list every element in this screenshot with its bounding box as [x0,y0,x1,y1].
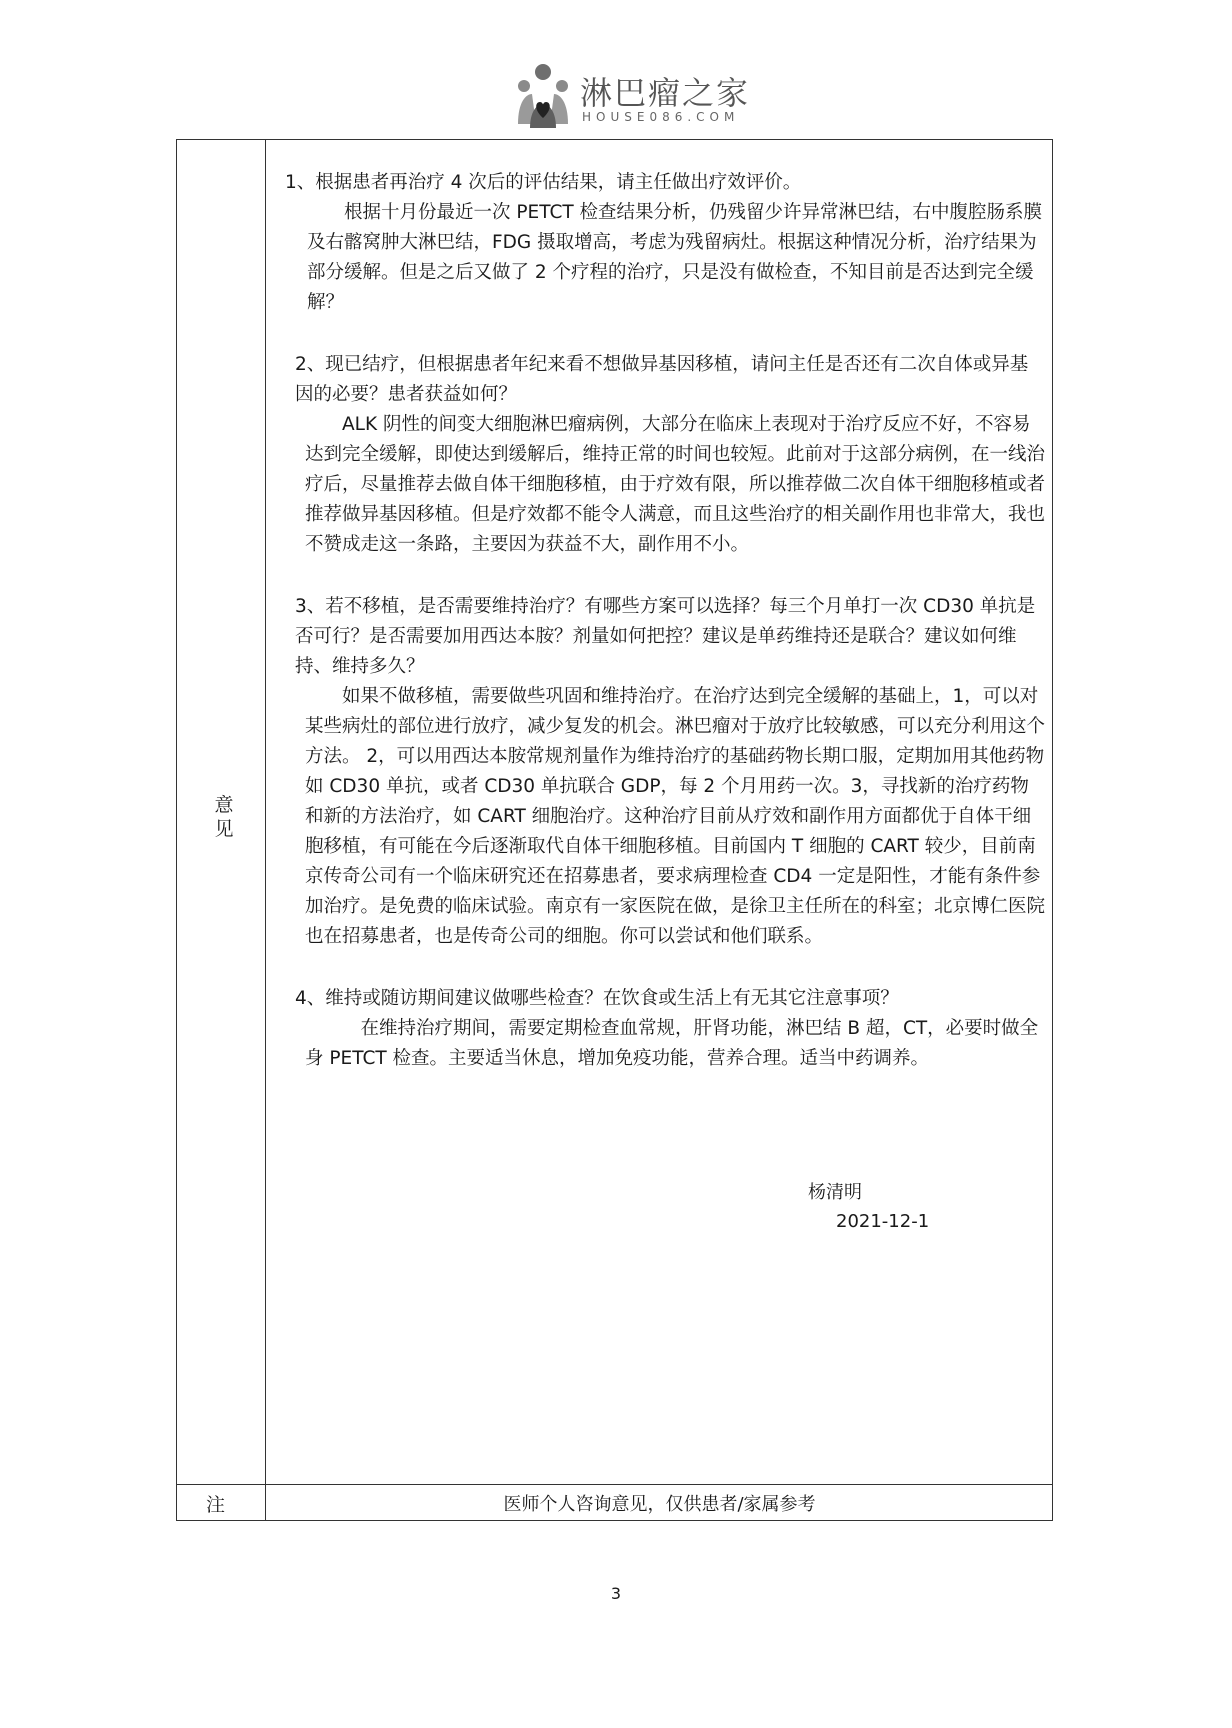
page-number: 3 [610,1584,622,1603]
logo-subtitle: HOUSE086.COM [582,110,740,124]
site-logo [512,62,752,132]
table-column-divider [265,139,266,1521]
answer-2: ALK 阴性的间变大细胞淋巴瘤病例，大部分在临床上表现对于治疗反应不好，不容易达到完全缓解，即使达到缓解后，维持正常的时间也较短。此前对于这部分病例，在一线治疗后，尽量推荐去做自体干细胞移植，由于疗效有限，所以推荐做二次自体干细胞移植或者推荐做异基因移植。但是疗效都不能令人满意，而且这些治疗的相关副作用也非常大，我也不赞成走这一条路，主要因为获益不大，副作用不小。 [305,414,1046,555]
signature-date: 2021-12-1 [836,1211,930,1232]
logo-title: 淋巴瘤之家 [580,74,751,112]
logo-family-icon [512,62,574,130]
question-1: 1、根据患者再治疗 4 次后的评估结果，请主任做出疗效评价。 [285,172,802,193]
opinion-label [212,793,236,841]
opinion-label-text: 意 见 [214,794,234,840]
table-row-divider [176,1484,1053,1485]
signature-name: 杨清明 [808,1182,862,1203]
answer-3: 如果不做移植，需要做些巩固和维持治疗。在治疗达到完全缓解的基础上，1，可以对某些病灶的部位进行放疗，减少复发的机会。淋巴瘤对于放疗比较敏感，可以充分利用这个方法。 2，可以用西达本胺常规剂量作为维持治疗的基础药物长期口服，定期加用其他药物如 CD30 单抗，或者 CD30 单抗联合 GDP，每 2 个月用药一次。3，寻找新的治疗药物和新的方法治疗，如 CART 细胞治疗。这种治疗目前从疗效和副作用方面都优于自体干细胞移植，有可能在今后逐渐取代自体干细胞移植。目前国内 T 细胞的 CART 较少，目前南京传奇公司有一个临床研究还在招募患者，要求病理检查 CD4 一定是阳性，才能有条件参加治疗。是免费的临床试验。南京有一家医院在做，是徐卫主任所在的科室；北京博仁医院也在招募患者，也是传奇公司的细胞。你可以尝试和他们联系。 [305,686,1046,947]
answer-4: 在维持治疗期间，需要定期检查血常规，肝肾功能，淋巴结 B 超，CT，必要时做全身 PETCT 检查。主要适当休息，增加免疫功能，营养合理。适当中药调养。 [305,1018,1039,1069]
opinion-content [285,168,1045,1074]
answer-1: 根据十月份最近一次 PETCT 检查结果分析，仍残留少许异常淋巴结，右中腹腔肠系膜及右髂窝肿大淋巴结，FDG 摄取增高，考虑为残留病灶。根据这种情况分析，治疗结果为部分缓解。但是之后又做了 2 个疗程的治疗，只是没有做检查，不知目前是否达到完全缓解？ [307,202,1043,313]
question-3: 3、若不移植，是否需要维持治疗？有哪些方案可以选择？每三个月单打一次 CD30 单抗是否可行？是否需要加用西达本胺？剂量如何把控？建议是单药维持还是联合？建议如何维持、维持多久？ [295,596,1036,677]
question-2: 2、现已结疗，但根据患者年纪来看不想做异基因移植，请问主任是否还有二次自体或异基因的必要？患者获益如何？ [295,354,1029,405]
note-label: 注 [206,1494,226,1516]
question-4: 4、维持或随访期间建议做哪些检查？在饮食或生活上有无其它注意事项？ [295,988,899,1009]
note-text: 医师个人咨询意见，仅供患者/家属参考 [503,1494,816,1515]
